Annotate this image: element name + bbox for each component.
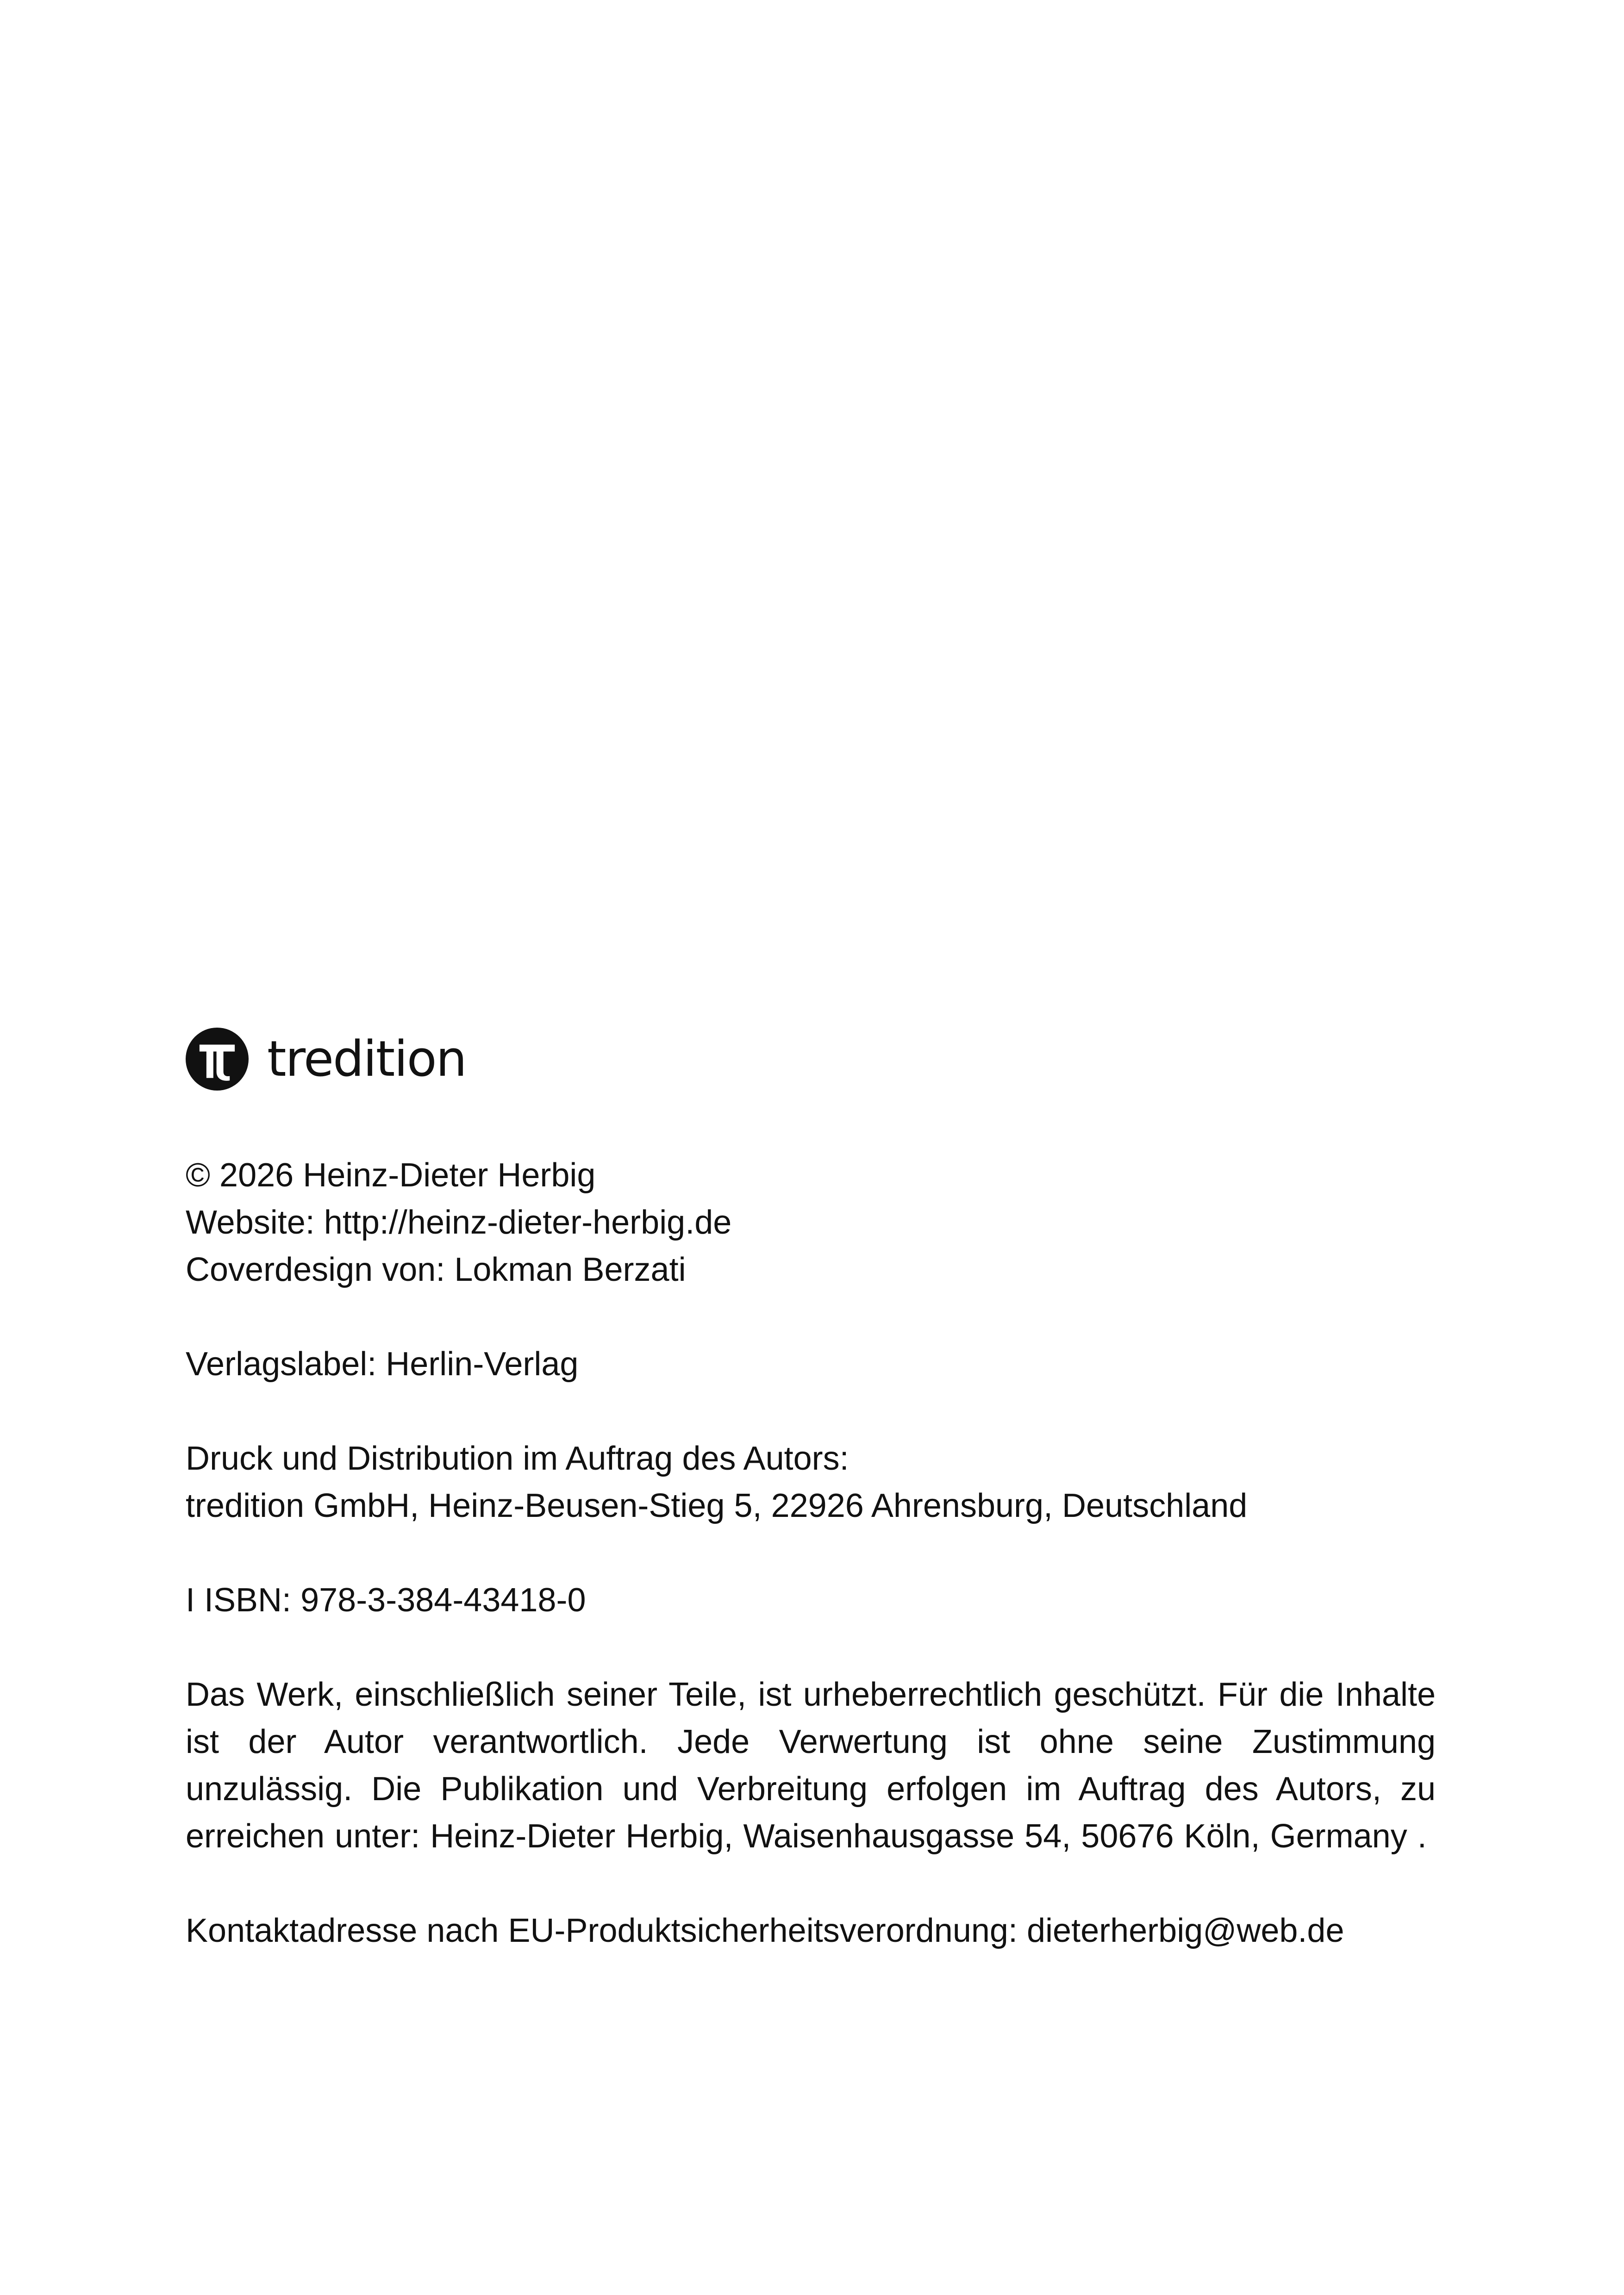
spacer: [186, 1388, 1436, 1435]
distribution-address: tredition GmbH, Heinz-Beusen-Stieg 5, 22926 Ahrensburg, Deutschland: [186, 1487, 1248, 1524]
spacer: [186, 1529, 1436, 1577]
logo-wordmark: tredition: [267, 1030, 466, 1087]
isbn-line: I ISBN: 978-3-384-43418-0: [186, 1582, 586, 1619]
spacer: [186, 1624, 1436, 1671]
tredition-logo-icon: [186, 1028, 249, 1091]
publisher-logo: [186, 1027, 1436, 1091]
legal-notice: Das Werk, einschließlich seiner Teile, ist urheberrechtlich geschützt. Für die Inhalte ist der Autor verantwortlich. Jede Verwertung ist ohne seine Zustimmung unzulässig. Die Publikation und Verbreitung erfolgen im Auftrag des Autors, zu erreichen unter: Heinz-Dieter Herbig, Waisenhausgasse 54, 50676 Köln, Germany .: [186, 1676, 1436, 1855]
contact-line: Kontaktadresse nach EU-Produktsicherheitsverordnung: dieterherbig@web.de: [186, 1912, 1344, 1949]
copyright-line: © 2026 Heinz-Dieter Herbig: [186, 1157, 596, 1194]
website-line: Website: http://heinz-dieter-herbig.de: [186, 1204, 732, 1241]
publisher-label-line: Verlagslabel: Herlin-Verlag: [186, 1346, 579, 1383]
spacer: [186, 1293, 1436, 1341]
cover-design-line: Coverdesign von: Lokman Berzati: [186, 1251, 686, 1288]
imprint-block: [186, 1027, 1436, 1954]
distribution-heading: Druck und Distribution im Auftrag des Autors:: [186, 1440, 849, 1477]
spacer: [186, 1860, 1436, 1907]
